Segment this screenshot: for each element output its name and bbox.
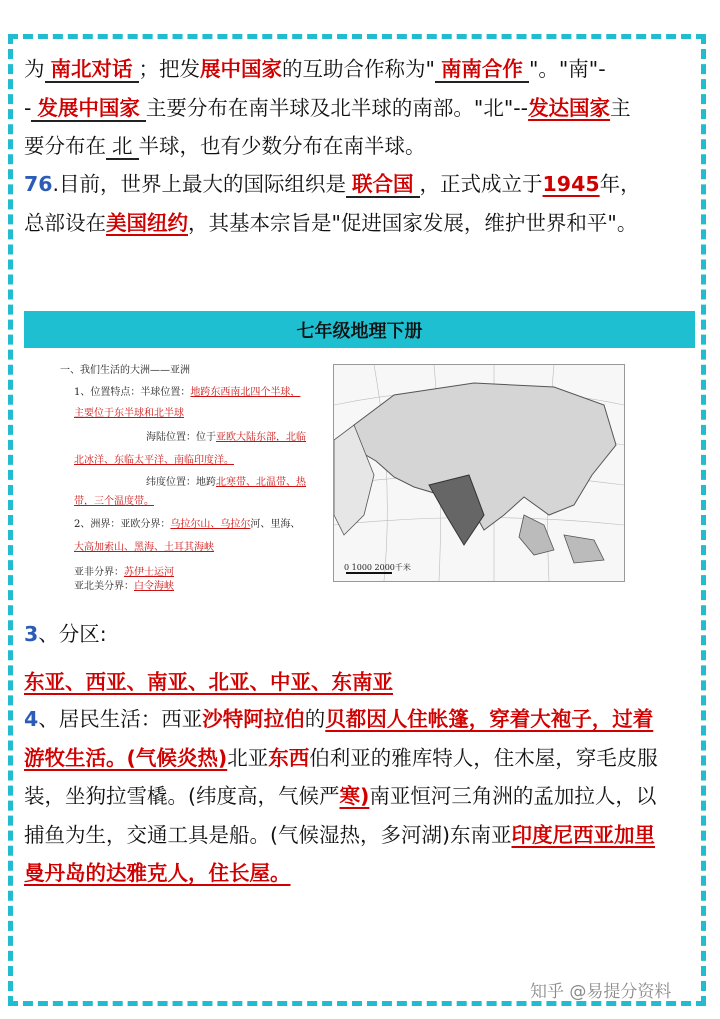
section-title: 七年级地理下册 [296, 320, 423, 342]
question-3 [24, 615, 700, 654]
text: 捕鱼为生，交通工具是船。(气候湿热，多河湖)东南亚 [24, 822, 512, 847]
text: ，其基本宗旨是"促进国家发展，维护世界和平"。 [188, 210, 638, 235]
answer-text: 东亚、西亚、南亚、北亚、中亚、东南亚 [24, 670, 393, 694]
answer-text: 发达国家 [528, 95, 611, 120]
answer-blank: 南南合作 [435, 57, 529, 83]
text: 总部设在 [24, 210, 106, 235]
text: 伯利亚的雅库特人，住木屋，穿毛皮服 [309, 745, 658, 770]
intro-paragraph [24, 50, 700, 166]
answer-blank: 北 [106, 134, 139, 160]
text: 北亚 [227, 745, 269, 770]
inset-line: 北冰洋、东临太平洋、南临印度洋。 [74, 455, 234, 466]
text: 年， [599, 172, 641, 196]
answer-blank: 南北对话 [45, 57, 139, 83]
text: 主 [610, 95, 631, 120]
answer-blank: 发展中国家 [31, 96, 146, 122]
text: "。"南"- [528, 57, 606, 81]
answer-text: 游牧生活。(气候炎热) [24, 745, 228, 770]
answer-text: 1945 [542, 172, 600, 196]
text: 、居民生活：西亚 [38, 707, 203, 731]
inset-line: 海陆位置：位于亚欧大陆东部，北临 [146, 432, 306, 443]
answer-text: 沙特阿拉伯 [202, 707, 305, 731]
inset-heading: 一、我们生活的大洲——亚洲 [60, 365, 190, 376]
inset-line: 带，三个温度带。 [74, 496, 154, 507]
text: 为 [24, 57, 45, 81]
answer-text: 展中国家 [200, 57, 282, 81]
text: - [24, 95, 32, 120]
text: 的互助合作称为" [282, 57, 435, 81]
answer-blank: 联合国 [346, 172, 420, 198]
text: 装，坐狗拉雪橇。(纬度高，气候严 [24, 784, 340, 808]
inset-line: 纬度位置：地跨北寒带、北温带、热 [146, 477, 306, 488]
inset-line: 亚北美分界：白令海峡 [74, 581, 174, 592]
answer-text: 美国纽约 [106, 210, 188, 235]
map-scale: 0 1000 2000千米 [344, 563, 411, 572]
asia-map-drawing [334, 365, 624, 581]
answer-text: 东西 [268, 745, 310, 770]
text: 主要分布在南半球及北半球的南部。"北"-- [145, 95, 529, 120]
inset-line: 1、位置特点：半球位置：地跨东西南北四个半球， [74, 387, 301, 398]
watermark: 知乎 @易提分资料 [530, 982, 672, 1002]
text: 的 [304, 707, 326, 731]
question-3-answer [24, 663, 700, 702]
question-4 [24, 700, 700, 893]
answer-text: 印度尼西亚加里 [511, 822, 655, 847]
asia-map [333, 364, 625, 582]
answer-text: 寒) [339, 784, 370, 808]
inset-line: 主要位于东半球和北半球 [74, 408, 184, 419]
text: ，正式成立于 [419, 172, 543, 196]
question-number: 3 [24, 622, 39, 646]
text: 要分布在 [24, 134, 106, 158]
inset-line: 2、洲界：亚欧分界：乌拉尔山、乌拉尔河、里海、 [74, 519, 301, 530]
text: 南亚恒河三角洲的孟加拉人，以 [369, 784, 657, 808]
question-number: 4 [24, 707, 39, 731]
text: 、分区: [38, 622, 107, 646]
question-number: 76 [24, 172, 53, 196]
text: 半球，也有少数分布在南半球。 [138, 134, 426, 158]
text: ；把发 [138, 57, 200, 81]
inset-line: 亚非分界：苏伊士运河 [74, 567, 174, 578]
section-title-bar [24, 311, 695, 348]
inset-line: 大高加索山、黑海、土耳其海峡 [74, 542, 214, 553]
question-76 [24, 165, 700, 242]
answer-text: 曼丹岛的达雅克人，住长屋。 [24, 861, 291, 885]
answer-text: 贝都因人住帐篷，穿着大袍子，过着 [325, 707, 654, 731]
text: .目前，世界上最大的国际组织是 [52, 172, 347, 196]
